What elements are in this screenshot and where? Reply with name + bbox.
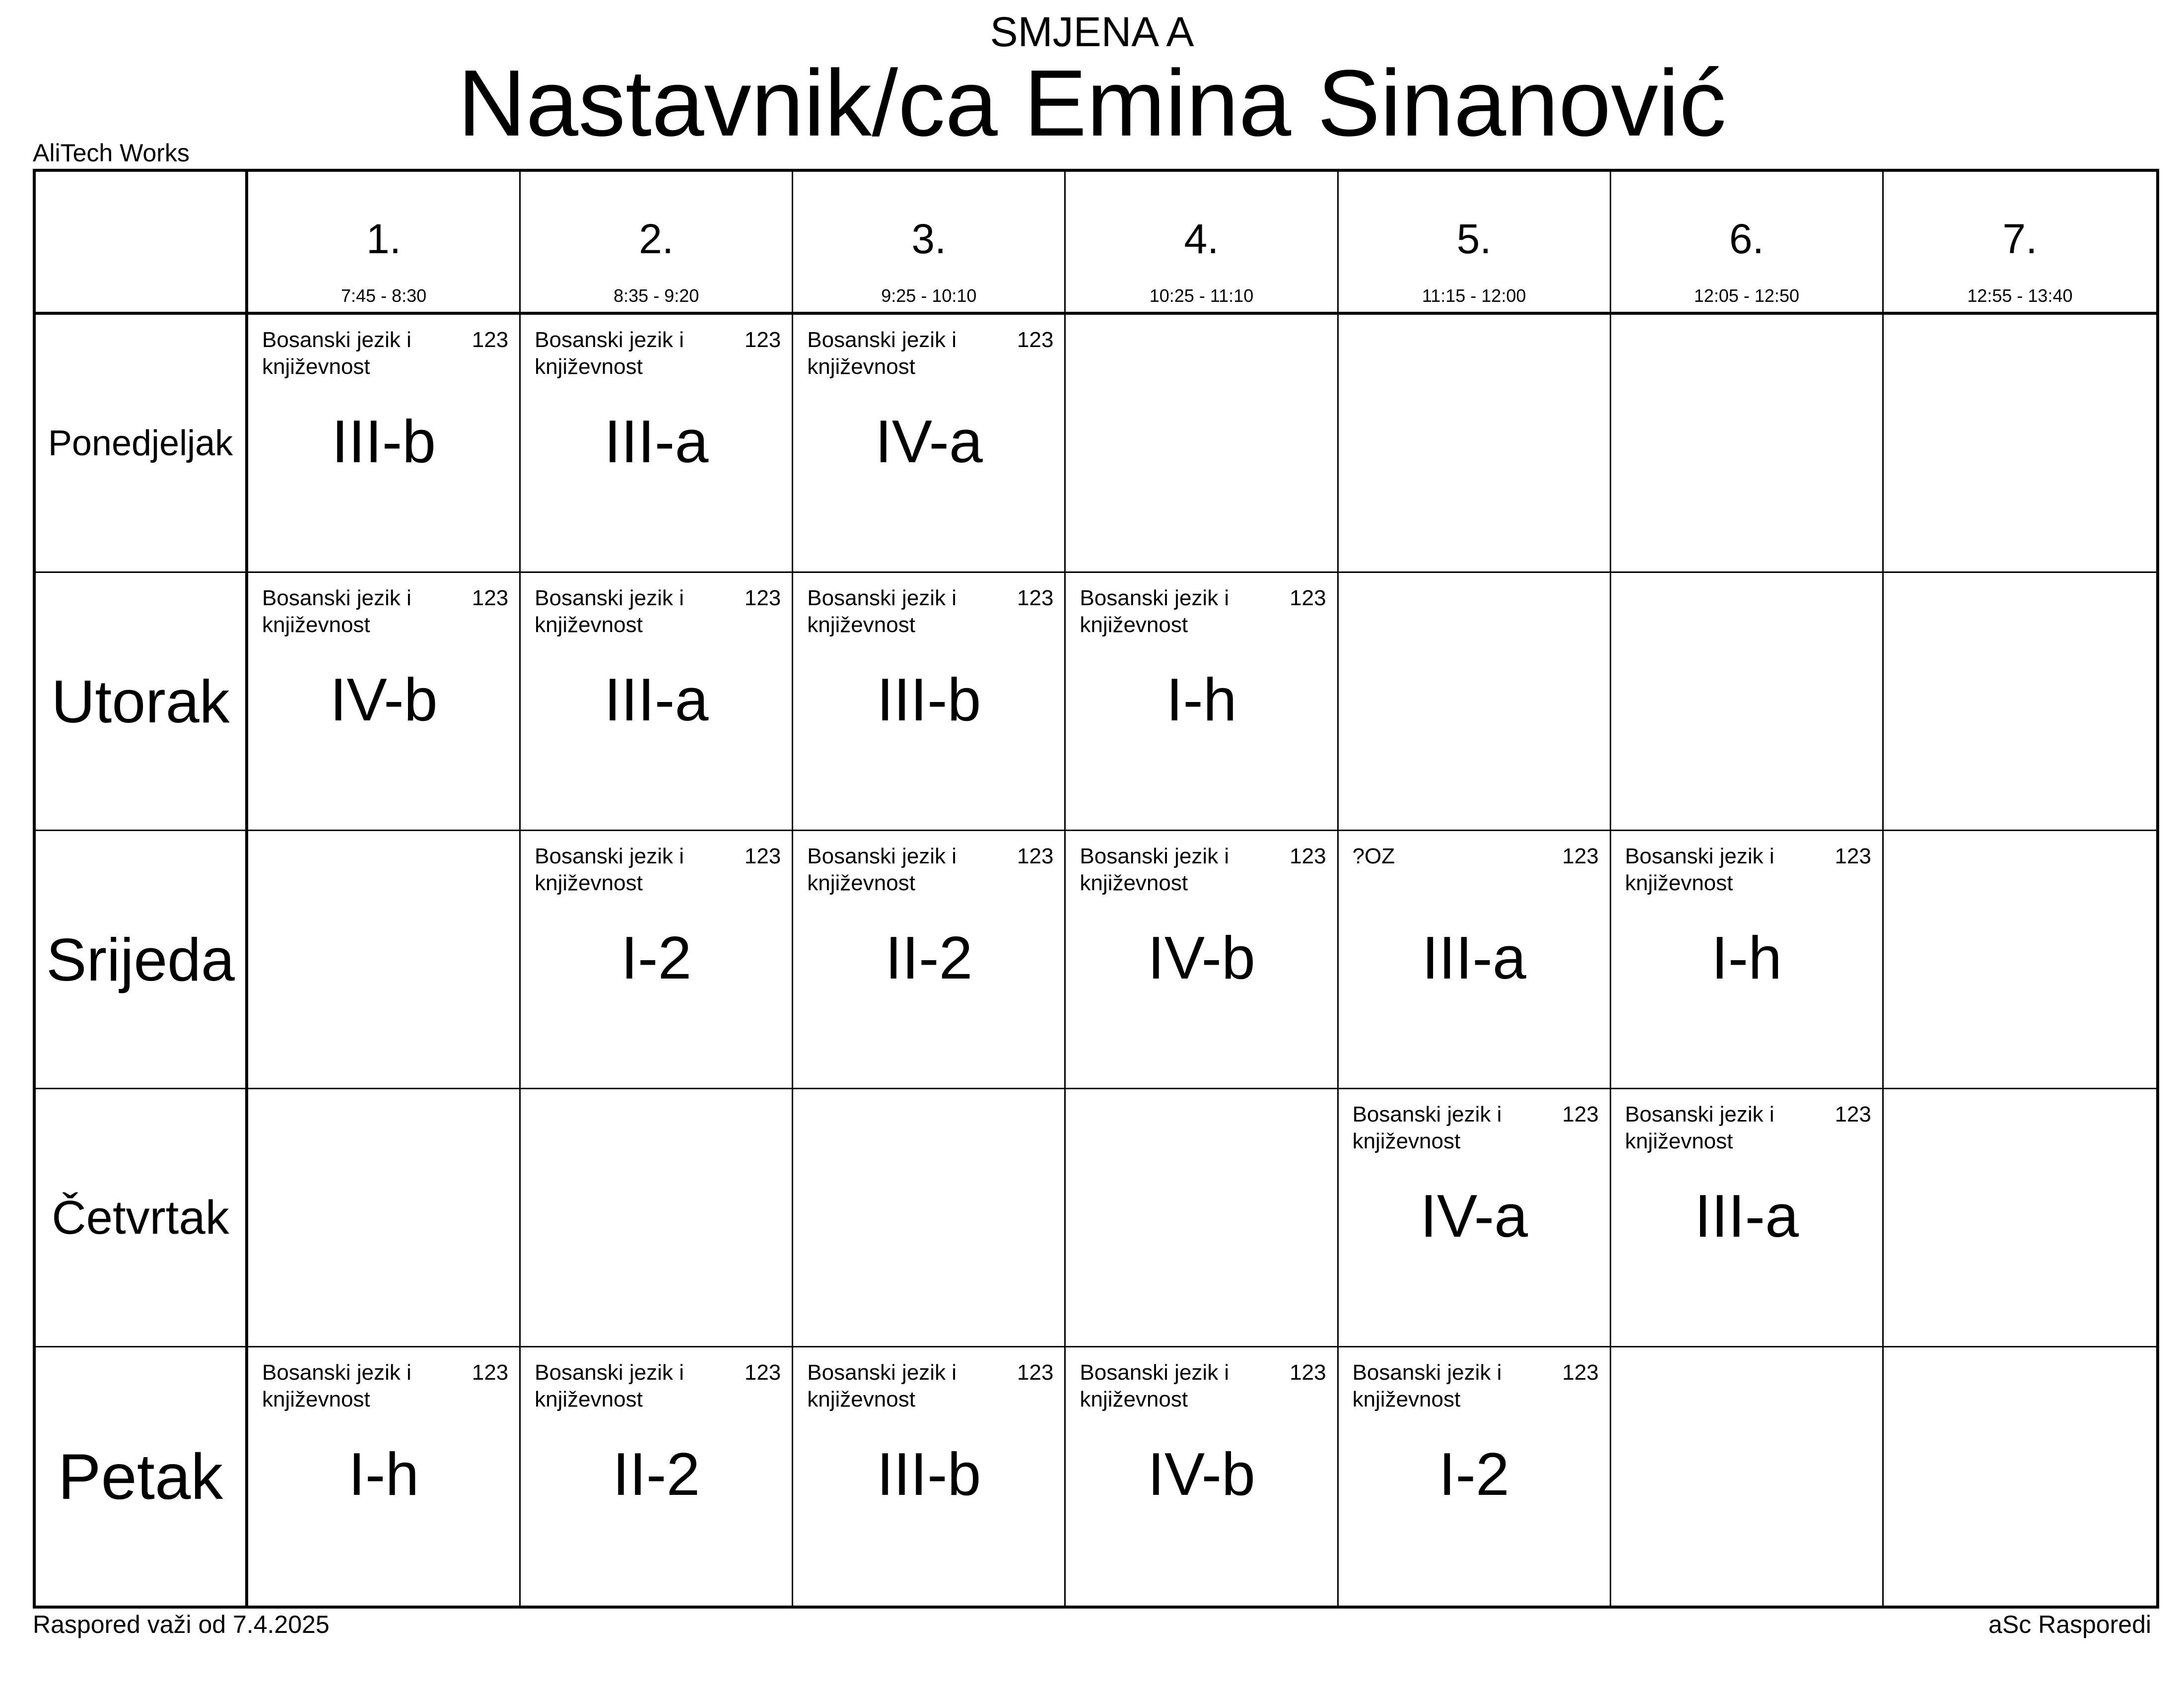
day-name: Utorak	[51, 667, 230, 735]
period-header	[1611, 172, 1884, 315]
lesson-class: I-2	[621, 924, 692, 991]
lesson-subject: Bosanski jezik i književnost	[262, 586, 411, 637]
lesson-cell[interactable]	[1066, 831, 1338, 1089]
empty-cell	[1611, 315, 1884, 573]
lesson-class: I-2	[1438, 1440, 1509, 1508]
period-number: 6.	[1729, 215, 1764, 262]
empty-cell	[1884, 1347, 2156, 1606]
lesson-class: III-a	[604, 408, 709, 475]
lesson-room: 123	[472, 328, 509, 352]
valid-from-note: Raspored važi od 7.4.2025	[33, 1611, 330, 1638]
empty-cell	[1884, 831, 2156, 1089]
lesson-cell[interactable]	[793, 315, 1066, 573]
lesson-room: 123	[472, 1360, 509, 1385]
lesson-cell[interactable]	[1339, 831, 1611, 1089]
period-number: 5.	[1456, 215, 1492, 262]
period-time: 7:45 - 8:30	[341, 285, 427, 306]
lesson-subject: Bosanski jezik i književnost	[262, 1360, 411, 1411]
period-time: 12:55 - 13:40	[1967, 285, 2073, 306]
shift-title: SMJENA A	[990, 8, 1194, 55]
lesson-class: I-h	[1711, 924, 1782, 991]
lesson-class: IV-b	[330, 666, 438, 733]
lesson-subject: Bosanski jezik i književnost	[1625, 844, 1774, 895]
timetable-grid	[33, 169, 2159, 1609]
lesson-class: III-b	[331, 408, 436, 475]
day-name: Četvrtak	[52, 1191, 229, 1244]
empty-cell	[1066, 315, 1338, 573]
period-header	[1066, 172, 1338, 315]
page-title: Nastavnik/ca Emina Sinanović	[458, 51, 1726, 156]
lesson-class: III-b	[877, 1440, 981, 1508]
lesson-cell[interactable]	[1611, 1089, 1884, 1347]
day-name: Ponedjeljak	[48, 423, 233, 463]
period-time: 11:15 - 12:00	[1422, 285, 1526, 306]
lesson-subject: Bosanski jezik i književnost	[1080, 586, 1229, 637]
lesson-room: 123	[1835, 844, 1871, 868]
lesson-subject: Bosanski jezik i književnost	[807, 586, 957, 637]
organization-name: AliTech Works	[33, 139, 190, 167]
lesson-class: III-b	[877, 666, 981, 733]
lesson-cell[interactable]	[793, 1347, 1066, 1606]
lesson-class: II-2	[613, 1440, 700, 1508]
lesson-subject: Bosanski jezik i književnost	[262, 328, 411, 379]
lesson-room: 123	[744, 844, 781, 868]
lesson-subject: Bosanski jezik i književnost	[807, 844, 957, 895]
lesson-cell[interactable]	[248, 315, 521, 573]
empty-cell	[248, 831, 521, 1089]
lesson-cell[interactable]	[521, 315, 793, 573]
lesson-subject: ?OZ	[1352, 844, 1395, 868]
lesson-cell[interactable]	[248, 1347, 521, 1606]
empty-cell	[521, 1089, 793, 1347]
empty-cell	[1339, 573, 1611, 831]
empty-cell	[1884, 573, 2156, 831]
lesson-room: 123	[744, 586, 781, 610]
empty-cell	[1884, 315, 2156, 573]
lesson-room: 123	[1017, 586, 1054, 610]
lesson-subject: Bosanski jezik i književnost	[535, 1360, 684, 1411]
lesson-room: 123	[1562, 1360, 1599, 1385]
corner-cell	[36, 172, 248, 315]
lesson-class: I-h	[348, 1440, 419, 1508]
period-number: 7.	[2002, 215, 2038, 262]
period-number: 1.	[366, 215, 402, 262]
period-time: 9:25 - 10:10	[881, 285, 977, 306]
lesson-class: IV-b	[1147, 1440, 1255, 1508]
lesson-subject: Bosanski jezik i književnost	[1080, 844, 1229, 895]
lesson-room: 123	[744, 328, 781, 352]
lesson-subject: Bosanski jezik i književnost	[1352, 1102, 1502, 1153]
lesson-class: II-2	[885, 924, 973, 991]
empty-cell	[1339, 315, 1611, 573]
lesson-cell[interactable]	[793, 573, 1066, 831]
empty-cell	[248, 1089, 521, 1347]
lesson-subject: Bosanski jezik i književnost	[1080, 1360, 1229, 1411]
lesson-class: III-a	[1694, 1182, 1799, 1250]
lesson-room: 123	[1290, 844, 1326, 868]
day-name: Petak	[58, 1440, 223, 1513]
day-header	[36, 315, 248, 573]
period-header	[248, 172, 521, 315]
lesson-cell[interactable]	[1066, 1347, 1338, 1606]
day-header	[36, 1347, 248, 1606]
empty-cell	[793, 1089, 1066, 1347]
day-header	[36, 831, 248, 1089]
empty-cell	[1066, 1089, 1338, 1347]
period-time: 8:35 - 9:20	[614, 285, 699, 306]
lesson-subject: Bosanski jezik i književnost	[535, 586, 684, 637]
period-header	[1339, 172, 1611, 315]
lesson-room: 123	[1562, 844, 1599, 868]
lesson-cell[interactable]	[1611, 831, 1884, 1089]
lesson-cell[interactable]	[1066, 573, 1338, 831]
empty-cell	[1884, 1089, 2156, 1347]
lesson-room: 123	[1562, 1102, 1599, 1126]
lesson-class: I-h	[1166, 666, 1237, 733]
lesson-room: 123	[1835, 1102, 1871, 1126]
lesson-class: III-a	[604, 666, 709, 733]
lesson-cell[interactable]	[793, 831, 1066, 1089]
period-number: 2.	[639, 215, 674, 262]
lesson-subject: Bosanski jezik i književnost	[1352, 1360, 1502, 1411]
period-number: 3.	[911, 215, 947, 262]
lesson-subject: Bosanski jezik i književnost	[807, 1360, 957, 1411]
lesson-class: IV-a	[1420, 1182, 1528, 1250]
lesson-cell[interactable]	[521, 1347, 793, 1606]
lesson-cell[interactable]	[521, 573, 793, 831]
period-header	[521, 172, 793, 315]
period-header	[1884, 172, 2156, 315]
day-name: Srijeda	[46, 925, 235, 993]
lesson-cell[interactable]	[1339, 1347, 1611, 1606]
lesson-subject: Bosanski jezik i književnost	[535, 328, 684, 379]
lesson-room: 123	[472, 586, 509, 610]
lesson-room: 123	[1290, 586, 1326, 610]
lesson-class: III-a	[1422, 924, 1526, 991]
empty-cell	[1611, 1347, 1884, 1606]
lesson-subject: Bosanski jezik i književnost	[1625, 1102, 1774, 1153]
lesson-room: 123	[1290, 1360, 1326, 1385]
period-header	[793, 172, 1066, 315]
lesson-cell[interactable]	[1339, 1089, 1611, 1347]
lesson-class: IV-a	[875, 408, 983, 475]
lesson-cell[interactable]	[248, 573, 521, 831]
software-credit: aSc Rasporedi	[1988, 1611, 2151, 1638]
lesson-subject: Bosanski jezik i književnost	[807, 328, 957, 379]
lesson-room: 123	[1017, 328, 1054, 352]
lesson-room: 123	[1017, 1360, 1054, 1385]
lesson-cell[interactable]	[521, 831, 793, 1089]
lesson-room: 123	[1017, 844, 1054, 868]
day-header	[36, 1089, 248, 1347]
period-time: 12:05 - 12:50	[1694, 285, 1799, 306]
period-time: 10:25 - 11:10	[1149, 285, 1254, 306]
day-header	[36, 573, 248, 831]
lesson-subject: Bosanski jezik i književnost	[535, 844, 684, 895]
period-number: 4.	[1184, 215, 1219, 262]
lesson-class: IV-b	[1147, 924, 1255, 991]
lesson-room: 123	[744, 1360, 781, 1385]
empty-cell	[1611, 573, 1884, 831]
